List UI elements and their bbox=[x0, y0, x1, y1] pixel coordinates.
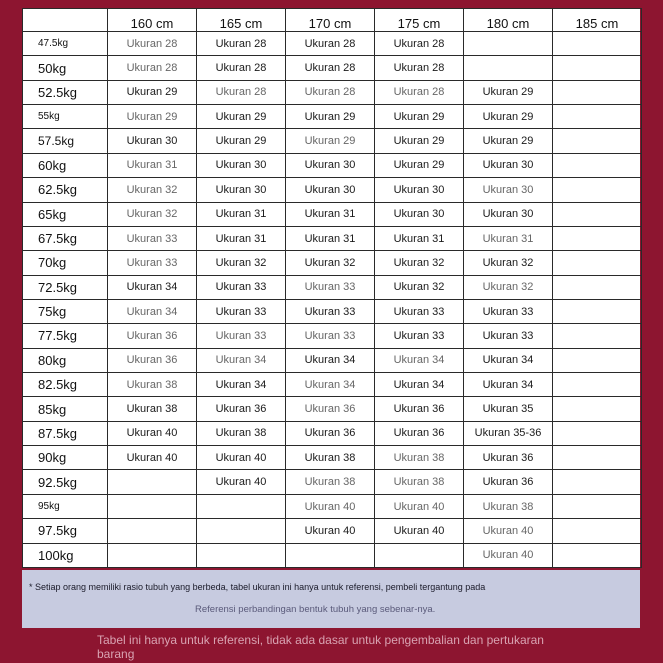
size-cell bbox=[553, 226, 642, 250]
size-cell: Ukuran 40 bbox=[197, 470, 286, 494]
size-cell: Ukuran 34 bbox=[197, 373, 286, 397]
size-cell: Ukuran 40 bbox=[375, 519, 464, 543]
size-cell: Ukuran 32 bbox=[464, 251, 553, 275]
size-cell: Ukuran 36 bbox=[286, 397, 375, 421]
size-cell: Ukuran 34 bbox=[108, 275, 197, 299]
size-cell: Ukuran 33 bbox=[375, 299, 464, 323]
weight-label: 92.5kg bbox=[23, 470, 108, 494]
size-cell: Ukuran 40 bbox=[464, 519, 553, 543]
size-cell bbox=[375, 543, 464, 567]
table-row bbox=[23, 494, 642, 518]
size-cell: Ukuran 38 bbox=[197, 421, 286, 445]
size-cell: Ukuran 40 bbox=[108, 446, 197, 470]
size-cell: Ukuran 29 bbox=[108, 105, 197, 129]
weight-label: 77.5kg bbox=[23, 324, 108, 348]
size-cell: Ukuran 29 bbox=[286, 129, 375, 153]
height-header: 170 cm bbox=[286, 9, 375, 32]
size-cell: Ukuran 33 bbox=[464, 299, 553, 323]
size-cell bbox=[553, 470, 642, 494]
height-header: 180 cm bbox=[464, 9, 553, 32]
size-cell: Ukuran 31 bbox=[464, 226, 553, 250]
weight-label: 87.5kg bbox=[23, 421, 108, 445]
size-chart-frame bbox=[22, 8, 640, 568]
size-cell: Ukuran 38 bbox=[464, 494, 553, 518]
size-chart-table bbox=[22, 8, 642, 568]
table-row bbox=[23, 32, 642, 56]
size-cell: Ukuran 33 bbox=[108, 251, 197, 275]
size-cell: Ukuran 34 bbox=[464, 373, 553, 397]
disclaimer-text: Tabel ini hanya untuk referensi, tidak ada dasar untuk pengembalian dan pertukaran barang bbox=[97, 633, 544, 661]
size-cell: Ukuran 28 bbox=[286, 80, 375, 104]
height-header: 160 cm bbox=[108, 9, 197, 32]
table-row bbox=[23, 519, 642, 543]
size-cell: Ukuran 31 bbox=[286, 226, 375, 250]
size-cell: Ukuran 28 bbox=[197, 80, 286, 104]
size-cell: Ukuran 28 bbox=[375, 56, 464, 80]
size-cell: Ukuran 30 bbox=[375, 178, 464, 202]
table-row bbox=[23, 373, 642, 397]
size-cell: Ukuran 32 bbox=[375, 275, 464, 299]
size-cell: Ukuran 32 bbox=[464, 275, 553, 299]
size-cell: Ukuran 38 bbox=[108, 397, 197, 421]
size-cell: Ukuran 33 bbox=[197, 275, 286, 299]
size-cell: Ukuran 40 bbox=[108, 421, 197, 445]
size-cell: Ukuran 40 bbox=[375, 494, 464, 518]
size-cell: Ukuran 35 bbox=[464, 397, 553, 421]
size-cell: Ukuran 40 bbox=[286, 519, 375, 543]
size-cell bbox=[553, 397, 642, 421]
size-cell: Ukuran 36 bbox=[464, 470, 553, 494]
size-cell bbox=[108, 494, 197, 518]
size-cell: Ukuran 31 bbox=[108, 153, 197, 177]
weight-label: 82.5kg bbox=[23, 373, 108, 397]
size-cell: Ukuran 32 bbox=[286, 251, 375, 275]
weight-label: 60kg bbox=[23, 153, 108, 177]
size-cell: Ukuran 38 bbox=[286, 446, 375, 470]
size-cell bbox=[553, 421, 642, 445]
size-cell bbox=[553, 32, 642, 56]
size-cell: Ukuran 29 bbox=[464, 80, 553, 104]
table-row bbox=[23, 348, 642, 372]
weight-label: 70kg bbox=[23, 251, 108, 275]
size-cell: Ukuran 29 bbox=[375, 129, 464, 153]
weight-label: 52.5kg bbox=[23, 80, 108, 104]
size-cell: Ukuran 31 bbox=[197, 202, 286, 226]
table-row bbox=[23, 226, 642, 250]
size-cell: Ukuran 34 bbox=[464, 348, 553, 372]
size-cell: Ukuran 30 bbox=[464, 178, 553, 202]
weight-label: 90kg bbox=[23, 446, 108, 470]
size-cell bbox=[553, 129, 642, 153]
size-cell: Ukuran 30 bbox=[375, 202, 464, 226]
size-cell: Ukuran 30 bbox=[286, 178, 375, 202]
size-cell: Ukuran 34 bbox=[286, 373, 375, 397]
size-cell bbox=[553, 56, 642, 80]
size-cell: Ukuran 33 bbox=[197, 299, 286, 323]
size-cell: Ukuran 31 bbox=[197, 226, 286, 250]
table-row bbox=[23, 470, 642, 494]
size-cell bbox=[553, 519, 642, 543]
size-cell bbox=[464, 56, 553, 80]
size-cell bbox=[553, 324, 642, 348]
size-cell: Ukuran 33 bbox=[197, 324, 286, 348]
size-cell: Ukuran 30 bbox=[197, 153, 286, 177]
size-cell: Ukuran 29 bbox=[197, 105, 286, 129]
size-cell: Ukuran 28 bbox=[197, 32, 286, 56]
size-cell: Ukuran 28 bbox=[286, 32, 375, 56]
weight-label: 47.5kg bbox=[23, 32, 108, 56]
size-cell: Ukuran 40 bbox=[464, 543, 553, 567]
size-cell bbox=[553, 153, 642, 177]
table-row bbox=[23, 299, 642, 323]
table-row bbox=[23, 421, 642, 445]
size-cell bbox=[553, 105, 642, 129]
size-cell: Ukuran 36 bbox=[375, 397, 464, 421]
size-cell bbox=[553, 446, 642, 470]
size-cell: Ukuran 32 bbox=[375, 251, 464, 275]
size-cell bbox=[108, 470, 197, 494]
size-cell: Ukuran 30 bbox=[464, 202, 553, 226]
size-cell: Ukuran 33 bbox=[286, 299, 375, 323]
size-cell: Ukuran 34 bbox=[375, 348, 464, 372]
size-cell: Ukuran 35-36 bbox=[464, 421, 553, 445]
size-cell bbox=[553, 275, 642, 299]
size-cell: Ukuran 36 bbox=[108, 348, 197, 372]
size-cell: Ukuran 29 bbox=[108, 80, 197, 104]
weight-label: 100kg bbox=[23, 543, 108, 567]
table-row bbox=[23, 543, 642, 567]
size-cell bbox=[553, 299, 642, 323]
table-row bbox=[23, 446, 642, 470]
size-cell: Ukuran 38 bbox=[108, 373, 197, 397]
size-cell: Ukuran 30 bbox=[286, 153, 375, 177]
height-header: 175 cm bbox=[375, 9, 464, 32]
size-cell bbox=[553, 373, 642, 397]
note-text: * Setiap orang memiliki rasio tubuh yang berbeda, tabel ukuran ini hanya untuk referensi, pembeli tergantung pada bbox=[29, 582, 486, 592]
size-cell: Ukuran 28 bbox=[375, 80, 464, 104]
size-cell: Ukuran 31 bbox=[375, 226, 464, 250]
size-chart-body bbox=[23, 32, 642, 568]
size-cell bbox=[553, 348, 642, 372]
size-cell: Ukuran 40 bbox=[197, 446, 286, 470]
size-cell: Ukuran 36 bbox=[108, 324, 197, 348]
size-cell: Ukuran 34 bbox=[286, 348, 375, 372]
size-cell bbox=[553, 80, 642, 104]
size-cell bbox=[197, 543, 286, 567]
size-cell: Ukuran 31 bbox=[286, 202, 375, 226]
weight-label: 80kg bbox=[23, 348, 108, 372]
size-cell: Ukuran 36 bbox=[197, 397, 286, 421]
size-cell bbox=[553, 543, 642, 567]
size-cell bbox=[464, 32, 553, 56]
size-cell: Ukuran 34 bbox=[375, 373, 464, 397]
size-cell: Ukuran 29 bbox=[375, 153, 464, 177]
weight-label: 67.5kg bbox=[23, 226, 108, 250]
size-cell bbox=[553, 251, 642, 275]
size-cell bbox=[553, 202, 642, 226]
size-cell bbox=[553, 494, 642, 518]
weight-label: 55kg bbox=[23, 105, 108, 129]
size-cell: Ukuran 30 bbox=[197, 178, 286, 202]
size-cell bbox=[286, 543, 375, 567]
table-row bbox=[23, 178, 642, 202]
size-cell: Ukuran 29 bbox=[464, 129, 553, 153]
size-cell: Ukuran 28 bbox=[108, 56, 197, 80]
weight-label: 65kg bbox=[23, 202, 108, 226]
table-row bbox=[23, 153, 642, 177]
table-row bbox=[23, 324, 642, 348]
table-row bbox=[23, 275, 642, 299]
table-row bbox=[23, 105, 642, 129]
size-cell: Ukuran 36 bbox=[375, 421, 464, 445]
size-cell: Ukuran 32 bbox=[197, 251, 286, 275]
table-row bbox=[23, 56, 642, 80]
size-cell: Ukuran 36 bbox=[286, 421, 375, 445]
size-cell: Ukuran 33 bbox=[286, 275, 375, 299]
size-cell: Ukuran 28 bbox=[375, 32, 464, 56]
size-cell: Ukuran 33 bbox=[375, 324, 464, 348]
size-cell: Ukuran 33 bbox=[108, 226, 197, 250]
size-cell: Ukuran 38 bbox=[375, 446, 464, 470]
weight-label: 85kg bbox=[23, 397, 108, 421]
size-cell: Ukuran 38 bbox=[286, 470, 375, 494]
size-cell: Ukuran 28 bbox=[197, 56, 286, 80]
size-cell: Ukuran 29 bbox=[375, 105, 464, 129]
size-cell: Ukuran 32 bbox=[108, 178, 197, 202]
size-cell: Ukuran 32 bbox=[108, 202, 197, 226]
header-row bbox=[23, 9, 642, 32]
table-row bbox=[23, 397, 642, 421]
size-cell: Ukuran 34 bbox=[197, 348, 286, 372]
weight-label: 95kg bbox=[23, 494, 108, 518]
table-row bbox=[23, 251, 642, 275]
table-row bbox=[23, 129, 642, 153]
size-cell: Ukuran 30 bbox=[464, 153, 553, 177]
weight-label: 50kg bbox=[23, 56, 108, 80]
height-header: 185 cm bbox=[553, 9, 642, 32]
height-header: 165 cm bbox=[197, 9, 286, 32]
size-cell: Ukuran 29 bbox=[464, 105, 553, 129]
size-cell bbox=[108, 519, 197, 543]
size-cell bbox=[108, 543, 197, 567]
note-box bbox=[22, 570, 640, 628]
weight-label: 97.5kg bbox=[23, 519, 108, 543]
size-cell bbox=[197, 494, 286, 518]
note-subtext: Referensi perbandingan bentuk tubuh yang sebenar-nya. bbox=[195, 604, 436, 615]
size-cell: Ukuran 29 bbox=[197, 129, 286, 153]
size-cell: Ukuran 36 bbox=[464, 446, 553, 470]
table-row bbox=[23, 202, 642, 226]
size-cell bbox=[197, 519, 286, 543]
size-cell: Ukuran 28 bbox=[286, 56, 375, 80]
weight-label: 57.5kg bbox=[23, 129, 108, 153]
size-cell: Ukuran 40 bbox=[286, 494, 375, 518]
size-cell: Ukuran 33 bbox=[286, 324, 375, 348]
size-cell: Ukuran 38 bbox=[375, 470, 464, 494]
size-cell: Ukuran 28 bbox=[108, 32, 197, 56]
size-cell: Ukuran 29 bbox=[286, 105, 375, 129]
size-cell bbox=[553, 178, 642, 202]
size-cell: Ukuran 30 bbox=[108, 129, 197, 153]
size-cell: Ukuran 33 bbox=[464, 324, 553, 348]
table-row bbox=[23, 80, 642, 104]
weight-label: 72.5kg bbox=[23, 275, 108, 299]
weight-label: 62.5kg bbox=[23, 178, 108, 202]
corner-cell bbox=[23, 9, 108, 32]
weight-label: 75kg bbox=[23, 299, 108, 323]
size-cell: Ukuran 34 bbox=[108, 299, 197, 323]
